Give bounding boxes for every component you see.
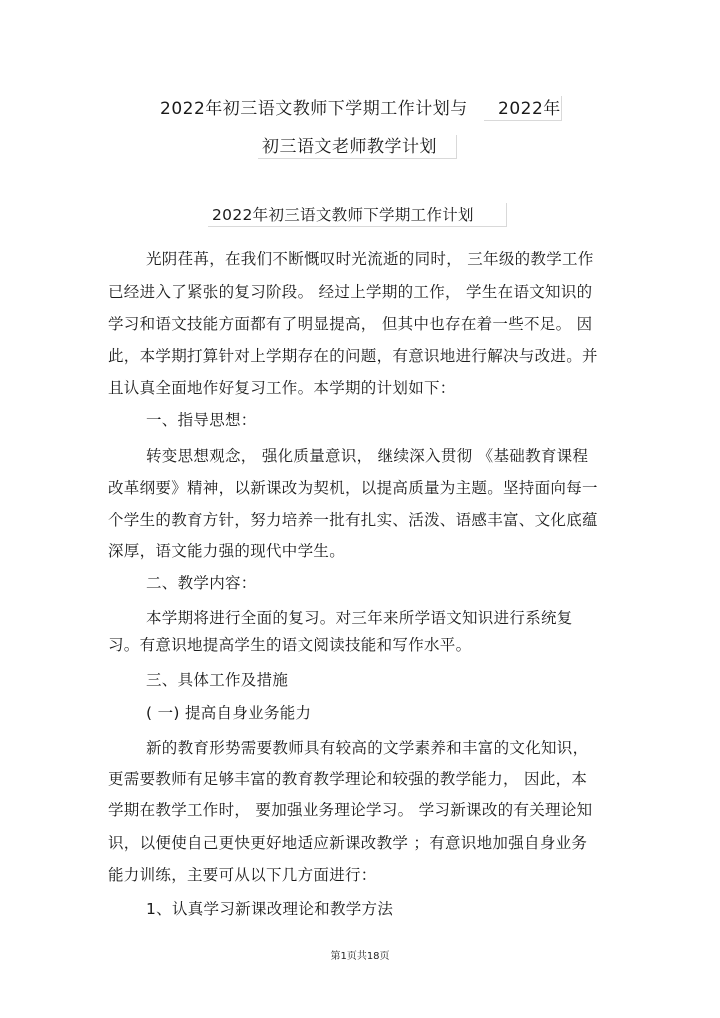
body-line: 识，以便使自己更快更好地适应新课改教学 ；有意识地加强自身业务 bbox=[108, 834, 588, 852]
body-line: 更需要教师有足够丰富的教育教学理论和较强的教学能力， 因此，本 bbox=[108, 770, 588, 788]
body-line: 学习和语文技能方面都有了明显提高， 但其中也存在着一些不足。 因 bbox=[108, 315, 593, 333]
page-footer: 第1页共18页 bbox=[330, 951, 390, 962]
title-line-1-left: 2022年初三语文教师下学期工作计划与 bbox=[160, 99, 468, 119]
body-line: 习。有意识地提高学生的语文阅读技能和写作水平。 bbox=[108, 636, 472, 654]
title-line-1-right: 2022年 bbox=[498, 99, 561, 119]
body-line: 深厚，语文能力强的现代中学生。 bbox=[108, 542, 346, 560]
title-line-2: 初三语文老师教学计划 bbox=[262, 137, 437, 157]
body-line: 已经进入了紧张的复习阶段。 经过上学期的工作， 学生在语文知识的 bbox=[108, 283, 593, 301]
body-line: 本学期将进行全面的复习。对三年来所学语文知识进行系统复 bbox=[146, 609, 573, 627]
title-line-1 bbox=[160, 98, 468, 120]
section-heading: 一、指导思想： bbox=[146, 411, 257, 429]
body-line: 且认真全面地作好复习工作。本学期的计划如下： bbox=[108, 379, 456, 397]
section-heading: 二、教学内容： bbox=[146, 574, 257, 592]
body-line: 新的教育形势需要教师具有较高的文学素养和丰富的文化知识， bbox=[146, 739, 589, 757]
body-line: 改革纲要》精神，以新课改为契机，以提高质量为主题。坚持面向每一 bbox=[108, 479, 598, 497]
section-heading: 三、具体工作及措施 bbox=[146, 671, 289, 689]
body-line: 转变思想观念， 强化质量意识， 继续深入贯彻 《基础教育课程 bbox=[146, 447, 589, 465]
body-line: 能力训练，主要可从以下几方面进行： bbox=[108, 866, 377, 884]
body-line: 此，本学期打算针对上学期存在的问题，有意识地进行解决与改进。并 bbox=[108, 347, 598, 365]
body-line: 光阴荏苒，在我们不断慨叹时光流逝的同时， 三年级的教学工作 bbox=[146, 250, 594, 268]
body-line: 学期在教学工作时， 要加强业务理论学习。 学习新课改的有关理论知 bbox=[108, 801, 593, 819]
body-line: 个学生的教育方针，努力培养一批有扎实、活泼、语感丰富、文化底蕴 bbox=[108, 511, 598, 529]
subsection-heading: ( 一) 提高自身业务能力 bbox=[146, 704, 312, 722]
subtitle: 2022年初三语文教师下学期工作计划 bbox=[212, 206, 474, 224]
list-item-heading: 1、认真学习新课改理论和教学方法 bbox=[146, 900, 394, 918]
